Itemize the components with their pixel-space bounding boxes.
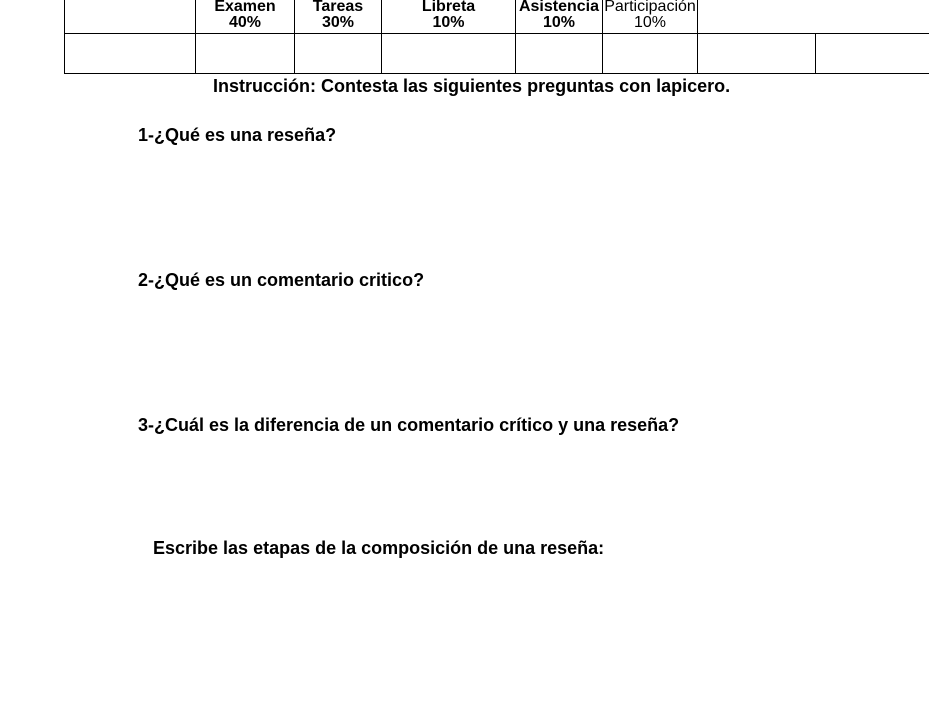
attendance-entry (516, 34, 603, 74)
grade-table-entry-row (65, 34, 929, 74)
instruction-text: Instrucción: Contesta las siguientes preguntas con lapicero. (213, 76, 731, 96)
grade-table (64, 0, 929, 74)
attendance-label: Asistencia (518, 0, 600, 15)
participation-weight: 10% (633, 14, 667, 31)
participation-header (603, 0, 698, 34)
question-2: 2-¿Qué es un comentario critico? (138, 270, 425, 290)
student-name-entry (65, 34, 196, 74)
attendance-weight: 10% (542, 14, 576, 31)
exam-entry (196, 34, 295, 74)
attendance-header (516, 0, 603, 34)
notebook-label: Libreta (421, 0, 476, 15)
extra-entry (698, 34, 816, 74)
participation-entry (603, 34, 698, 74)
notebook-header (382, 0, 516, 34)
exam-label: Examen (214, 0, 276, 15)
final-grade-header (698, 0, 929, 34)
homework-label: Tareas (312, 0, 364, 15)
student-name-cell (65, 0, 196, 34)
final-grade-entry (816, 34, 929, 74)
exam-weight: 40% (228, 14, 262, 31)
grade-table-header-row (65, 0, 929, 34)
exam-header (196, 0, 295, 34)
notebook-entry (382, 34, 516, 74)
homework-header (295, 0, 382, 34)
homework-weight: 30% (321, 14, 355, 31)
question-3: 3-¿Cuál es la diferencia de un comentario crítico y una reseña? (138, 415, 680, 435)
notebook-weight: 10% (432, 14, 465, 31)
question-1: 1-¿Qué es una reseña? (138, 125, 337, 145)
homework-entry (295, 34, 382, 74)
task-prompt: Escribe las etapas de la composición de una reseña: (153, 538, 605, 558)
participation-label: Participación (604, 0, 696, 15)
